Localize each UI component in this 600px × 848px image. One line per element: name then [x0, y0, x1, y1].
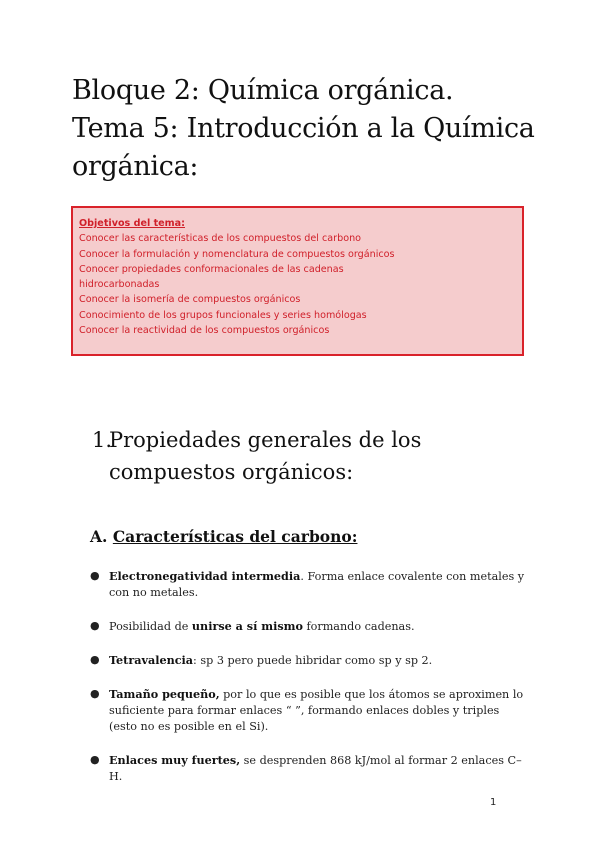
list-item [88, 686, 528, 735]
objective-item: Conocer la isomería de compuestos orgánicos [79, 294, 301, 306]
bullet-text: por lo que es posible que los átomos se aproximen lo suficiente para formar enlaces “ ”, formando enlaces dobles y triples (esto no es posible en el Si). [109, 688, 524, 733]
objective-item: Conocimiento de los grupos funcionales y series homólogas [79, 309, 367, 321]
bullet-text: Posibilidad de [109, 620, 192, 633]
section-heading-1 [92, 424, 549, 488]
bullet-bold-text: Tetravalencia [109, 653, 194, 667]
bullet-icon: ● [90, 687, 100, 700]
objectives-heading: Objetivos del tema: [79, 218, 185, 229]
objectives-box [71, 206, 524, 356]
subsection-letter: A. [90, 527, 108, 546]
bullet-bold-text: Enlaces muy fuertes, [109, 753, 241, 767]
section-title: Propiedades generales de los compuestos orgánicos: [109, 428, 422, 484]
title-line-3: orgánica: [72, 151, 199, 182]
bullet-icon: ● [90, 619, 100, 632]
bullet-bold-text: unirse a sí mismo [191, 619, 303, 633]
list-item [88, 618, 528, 635]
objective-item: Conocer las características de los compuestos del carbono [79, 233, 362, 245]
document-title [72, 72, 535, 186]
bullet-text: . Forma enlace covalente con metales y con no metales. [109, 570, 525, 599]
carbon-characteristics-list [88, 568, 528, 785]
list-item [88, 652, 528, 669]
bullet-bold-text: Tamaño pequeño, [109, 687, 220, 701]
bullet-bold-text: Electronegatividad intermedia [109, 569, 301, 583]
objective-item: Conocer la formulación y nomenclatura de compuestos orgánicos [79, 248, 395, 260]
list-item [88, 568, 528, 601]
bullet-icon: ● [90, 753, 100, 766]
bullet-text: se desprenden 868 kJ/mol al formar 2 enlaces C–H. [109, 754, 522, 783]
title-line-2: Tema 5: Introducción a la Química [72, 113, 535, 144]
bullet-icon: ● [90, 569, 100, 582]
bullet-icon: ● [90, 653, 100, 666]
title-line-1: Bloque 2: Química orgánica. [72, 75, 454, 106]
page-number: 1 [490, 797, 497, 808]
subsection-heading-a [90, 527, 357, 546]
bullet-text: : sp 3 pero puede hibridar como sp y sp 2. [193, 654, 433, 667]
objective-item: Conocer propiedades conformacionales de las cadenas [79, 263, 344, 275]
section-number: 1. [92, 428, 113, 452]
list-item [88, 752, 528, 785]
bullet-text: formando cadenas. [302, 620, 415, 633]
objective-item: hidrocarbonadas [79, 279, 160, 291]
subsection-title: Características del carbono: [112, 527, 358, 546]
objective-item: Conocer la reactividad de los compuestos orgánicos [79, 325, 330, 337]
